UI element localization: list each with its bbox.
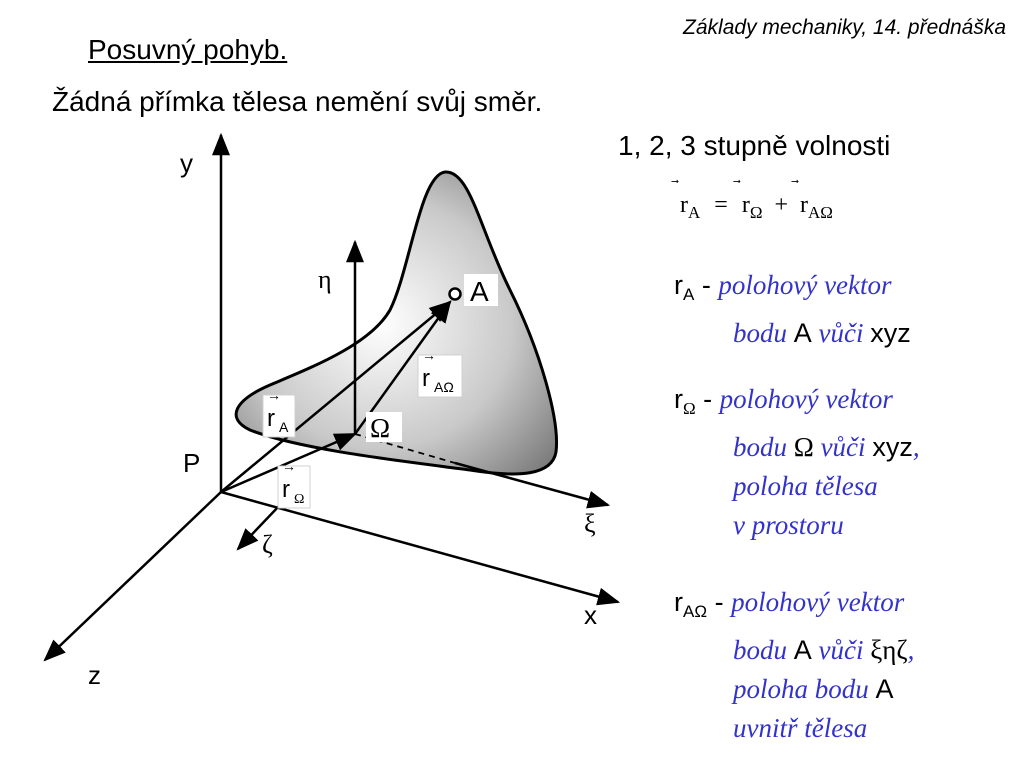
point-omega-label: Ω bbox=[370, 413, 391, 443]
z-axis-label: z bbox=[88, 660, 101, 690]
svg-text:→: → bbox=[282, 458, 296, 474]
slide-title: Posuvný pohyb. bbox=[88, 34, 288, 65]
zeta-axis-label: ζ bbox=[262, 530, 273, 559]
x-axis-label: x bbox=[584, 600, 597, 630]
eq-term-rA: r $_A$ bbox=[680, 192, 701, 222]
eq-term-rOmega: r $_\Omega$ bbox=[741, 192, 763, 222]
definition-rAOmega: $r_{A\Omega}$ - polohový vektor bodu A vůči ξηζ, poloha bodu A uvnitř tělesa bbox=[674, 587, 915, 743]
point-A-label: A bbox=[470, 276, 489, 307]
svg-text:AΩ: AΩ bbox=[434, 379, 454, 395]
definition-rOmega: $r_\Omega$ - polohový vektor bodu Ω vůči xyz, poloha tělesa v prostoru bbox=[674, 384, 920, 540]
svg-text:→: → bbox=[422, 347, 436, 363]
label-rA bbox=[263, 387, 295, 437]
svg-text:r: r bbox=[422, 365, 430, 392]
svg-text:Ω: Ω bbox=[294, 492, 305, 507]
origin-label: P bbox=[183, 448, 201, 478]
label-rOmega bbox=[278, 458, 310, 508]
lecture-header: Základy mechaniky, 14. přednáška bbox=[683, 16, 1006, 39]
eq-plus: + bbox=[774, 192, 789, 218]
definition-rA: $r_A$ - polohový vektor bodu A vůči xyz bbox=[674, 270, 911, 348]
svg-text:A: A bbox=[279, 419, 289, 435]
eq-equals: = bbox=[714, 192, 728, 218]
svg-text:→: → bbox=[267, 387, 281, 403]
slide-subtitle: Žádná přímka tělesa nemění svůj směr. bbox=[52, 86, 543, 117]
xi-axis-label: ξ bbox=[584, 509, 596, 538]
degrees-of-freedom: 1, 2, 3 stupně volnosti bbox=[618, 130, 891, 161]
svg-text:r: r bbox=[267, 405, 275, 432]
label-rAOmega bbox=[418, 347, 462, 397]
point-A-marker bbox=[450, 289, 461, 300]
y-axis-label: y bbox=[180, 148, 193, 178]
eta-axis-label: η bbox=[318, 265, 332, 294]
eq-term-rAOmega: r $_{A\Omega}$ bbox=[800, 192, 833, 222]
z-axis bbox=[45, 492, 221, 660]
svg-text:r: r bbox=[282, 476, 290, 503]
